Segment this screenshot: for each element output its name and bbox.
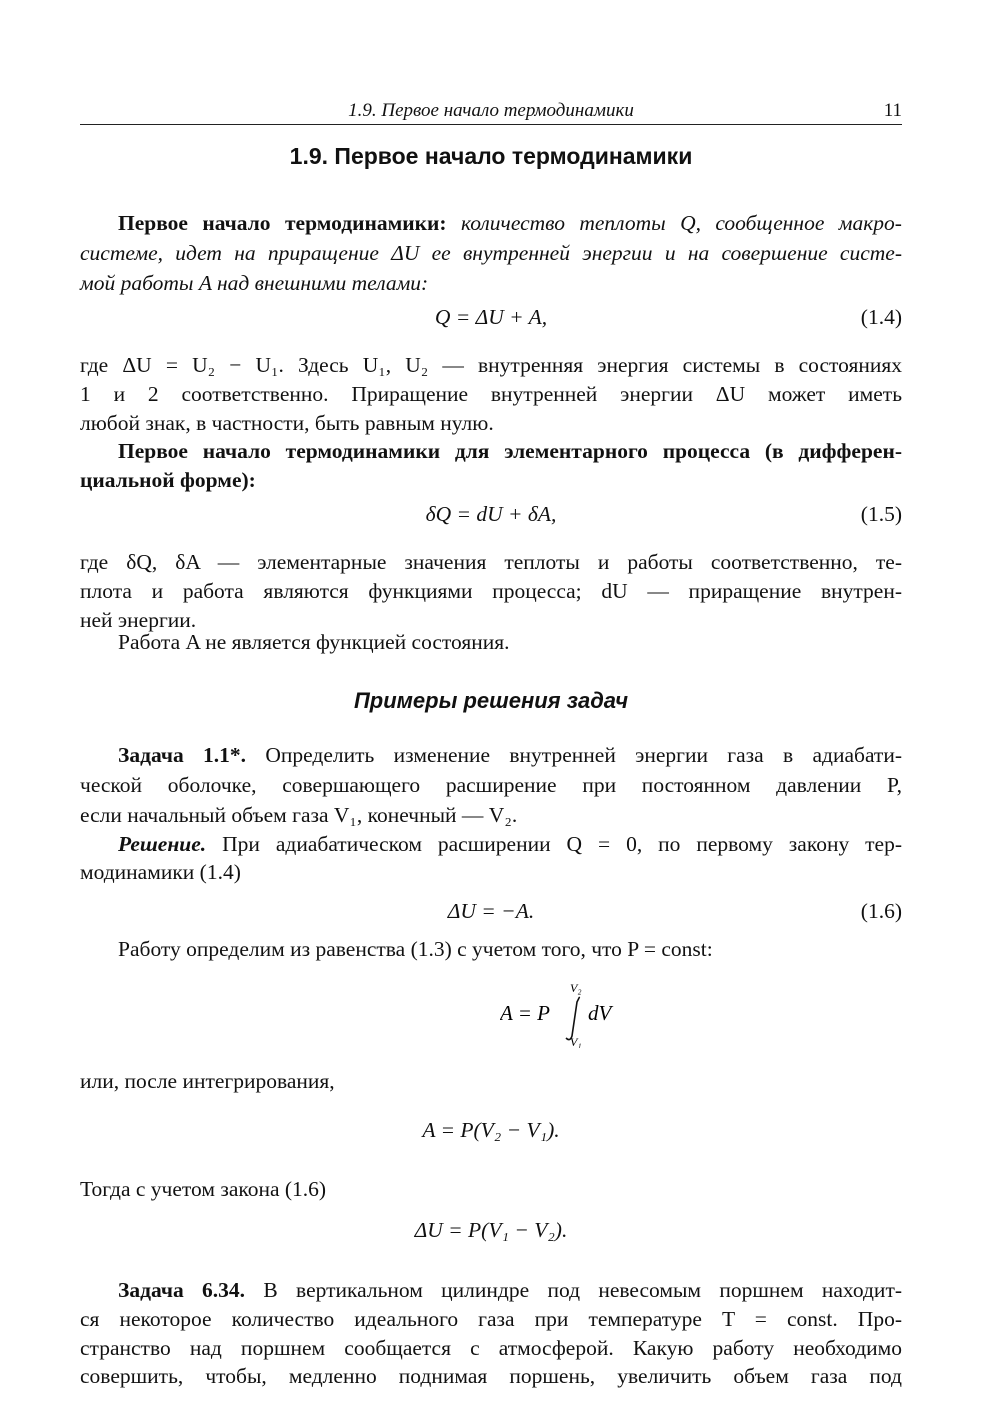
subsection-title: Примеры решения задач [353,688,629,713]
equation-formula: ΔU = −A. [447,899,535,923]
equation-work [80,1115,902,1145]
paragraph-bold-line: Первое начало термодинамики для элементарного процесса (в дифферен- [118,439,902,463]
problem-line: Задача 1.1*. Определить изменение внутренней энергии газа в адиабати- [118,743,902,767]
paragraph-line: Работу определим из равенства (1.3) с учетом того, что P = const: [118,937,713,961]
equation-formula: Q = ΔU + A, [434,305,548,329]
problem-label: Задача 6.34. [118,1278,246,1302]
integral-lhs: A = P [500,1001,550,1025]
problem-line: странство над поршнем сообщается с атмосферой. Какую работу необходимо [80,1336,902,1360]
paragraph-line: ней энергии. [80,608,197,632]
paragraph-line: где δQ, δA — элементарные значения теплоты и работы соответственно, те- [80,550,902,574]
paragraph-line: 1 и 2 соответственно. Приращение внутренней энергии ΔU может иметь [80,382,902,406]
integral-svg [500,978,640,1048]
paragraph-bold-line: циальной форме): [80,468,256,492]
equation-1-4 [80,302,902,332]
paragraph-law-line: системе, идет на приращение ΔU ее внутренней энергии и на совершение систе- [80,241,902,265]
paragraph-line: Работа A не является функцией состояния. [118,630,510,654]
problem-line: ся некоторое количество идеального газа при температуре T = const. Про- [80,1307,902,1331]
solution-label: Решение. [118,832,207,856]
integral-integrand: dV [588,1001,612,1025]
solution-line: модинамики (1.4) [80,860,241,884]
equation-number: (1.5) [860,502,902,526]
problem-line: совершить, чтобы, медленно поднимая поршень, увеличить объем газа под [80,1364,902,1388]
section-title: 1.9. Первое начало термодинамики [289,143,693,169]
paragraph-line: или, после интегрирования, [80,1069,335,1093]
integral-equation [80,978,902,1048]
integral-upper-limit: V₂ [570,981,582,995]
equation-formula: ΔU = P(V₁ − V₂). [414,1218,568,1242]
paragraph-line: Тогда с учетом закона (1.6) [80,1177,327,1201]
paragraph-line: плота и работа являются функциями процесса; dU — приращение внутрен- [80,579,902,603]
paragraph-law-line: Первое начало термодинамики: количество теплоты Q, сообщенное макро- [118,211,902,235]
running-title: 1.9. Первое начало термодинамики [348,100,634,121]
page-number: 11 [883,100,902,121]
equation-1-5 [80,499,902,529]
running-header [80,100,902,125]
equation-number: (1.6) [860,899,902,923]
law-text: количество теплоты Q, сообщенное макро- [460,211,902,235]
equation-result [80,1215,902,1245]
paragraph-line: где ΔU = U₂ − U₁. Здесь U₁, U₂ — внутренняя энергия системы в состояниях [80,353,902,377]
equation-formula: δQ = dU + δA, [425,502,557,526]
paragraph-law-line: мой работы A над внешними телами: [80,271,429,295]
integral-sign-icon [566,997,579,1039]
solution-line: Решение. При адиабатическом расширении Q = 0, по первому закону тер- [118,832,903,856]
paragraph-line: любой знак, в частности, быть равным нулю. [80,411,494,435]
equation-number: (1.4) [860,305,902,329]
law-label: Первое начало термодинамики [118,211,440,235]
equation-formula: A = P(V₂ − V₁). [422,1118,560,1142]
problem-label: Задача 1.1*. [118,743,247,767]
problem-line: если начальный объем газа V₁, конечный — V₂. [80,803,518,827]
integral-lower-limit: V₁ [570,1035,582,1048]
equation-1-6 [80,896,902,926]
problem-line: ческой оболочке, совершающего расширение при постоянном давлении P, [80,773,902,797]
problem-line: Задача 6.34. В вертикальном цилиндре под невесомым поршнем находит- [118,1278,902,1302]
